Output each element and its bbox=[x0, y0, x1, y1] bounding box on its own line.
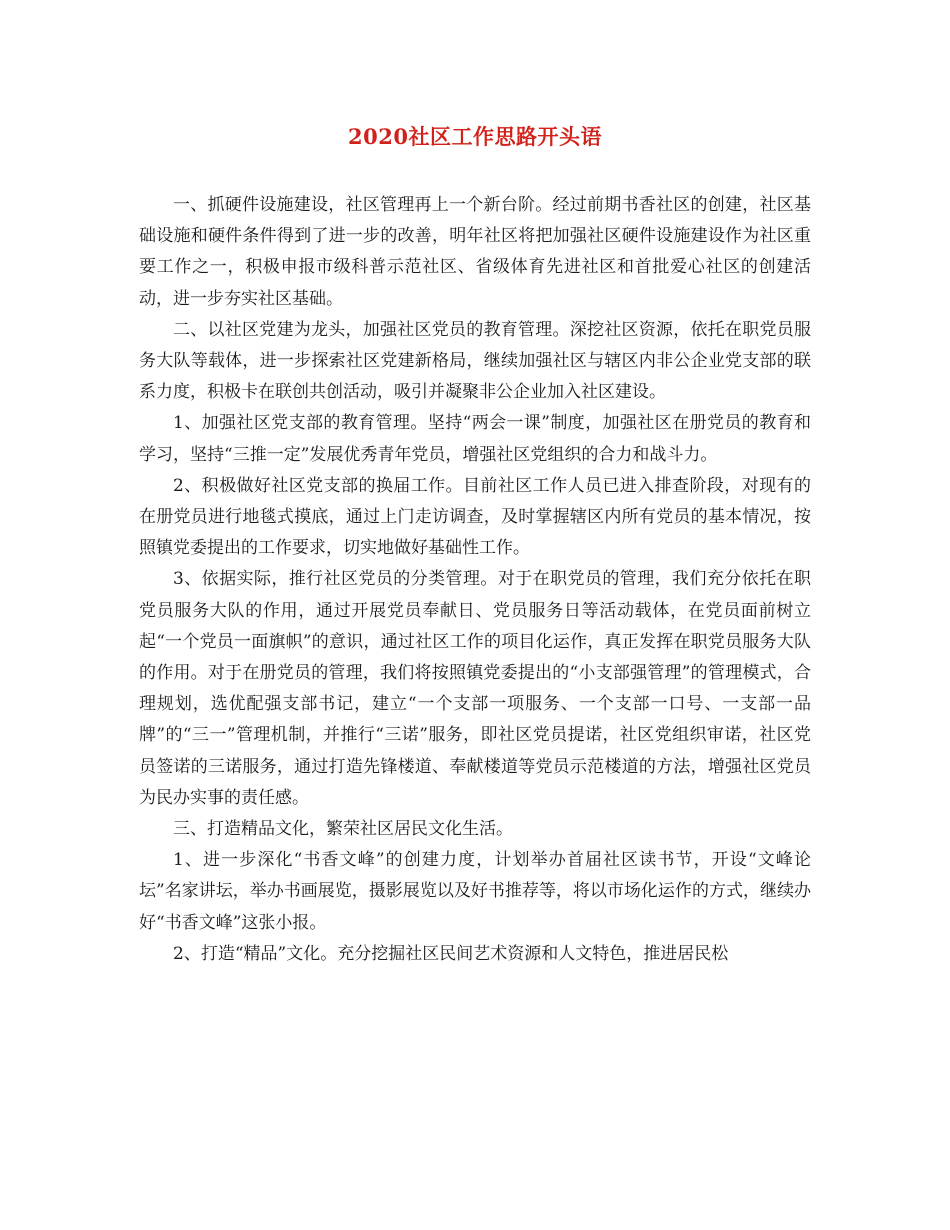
document-body bbox=[139, 190, 811, 970]
paragraph: 二、以社区党建为龙头，加强社区党员的教育管理。深挖社区资源，依托在职党员服务大队等载体，进一步探索社区党建新格局，继续加强社区与辖区内非公企业党支部的联系力度，积极卡在联创共创活动，吸引并凝聚非公企业加入社区建设。 bbox=[139, 319, 811, 403]
paragraph: 2、积极做好社区党支部的换届工作。目前社区工作人员已进入排查阶段，对现有的在册党员进行地毯式摸底，通过上门走访调查，及时掌握辖区内所有党员的基本情况，按照镇党委提出的工作要求，切实地做好基础性工作。 bbox=[139, 475, 811, 559]
paragraph: 3、依据实际，推行社区党员的分类管理。对于在职党员的管理，我们充分依托在职党员服务大队的作用，通过开展党员奉献日、党员服务日等活动载体，在党员面前树立起“一个党员一面旗帜”的意识，通过社区工作的项目化运作，真正发挥在职党员服务大队的作用。对于在册党员的管理，我们将按照镇党委提出的“小支部强管理”的管理模式，合理规划，选优配强支部书记，建立“一个支部一项服务、一个支部一口号、一支部一品牌”的“三一”管理机制，并推行“三诺”服务，即社区党员提诺，社区党组织审诺，社区党员签诺的三诺服务，通过打造先锋楼道、奉献楼道等党员示范楼道的方法，增强社区党员为民办实事的责任感。 bbox=[139, 569, 811, 808]
paragraph: 2、打造“精品”文化。充分挖掘社区民间艺术资源和人文特色，推进居民松 bbox=[173, 943, 729, 964]
document-title: 2020社区工作思路开头语 bbox=[348, 124, 602, 149]
paragraph: 一、抓硬件设施建设，社区管理再上一个新台阶。经过前期书香社区的创建，社区基础设施和硬件条件得到了进一步的改善，明年社区将把加强社区硬件设施建设作为社区重要工作之一，积极申报市级科普示范社区、省级体育先进社区和首批爱心社区的创建活动，进一步夯实社区基础。 bbox=[139, 195, 811, 309]
paragraph: 1、进一步深化“书香文峰”的创建力度，计划举办首届社区读书节，开设“文峰论坛”名家讲坛，举办书画展览，摄影展览以及好书推荐等，将以市场化运作的方式，继续办好“书香文峰”这张小报。 bbox=[139, 850, 811, 933]
paragraph: 1、加强社区党支部的教育管理。坚持“两会一课”制度，加强社区在册党员的教育和学习，坚持“三推一定”发展优秀青年党员，增强社区党组织的合力和战斗力。 bbox=[139, 413, 811, 465]
paragraph: 三、打造精品文化，繁荣社区居民文化生活。 bbox=[173, 819, 513, 840]
